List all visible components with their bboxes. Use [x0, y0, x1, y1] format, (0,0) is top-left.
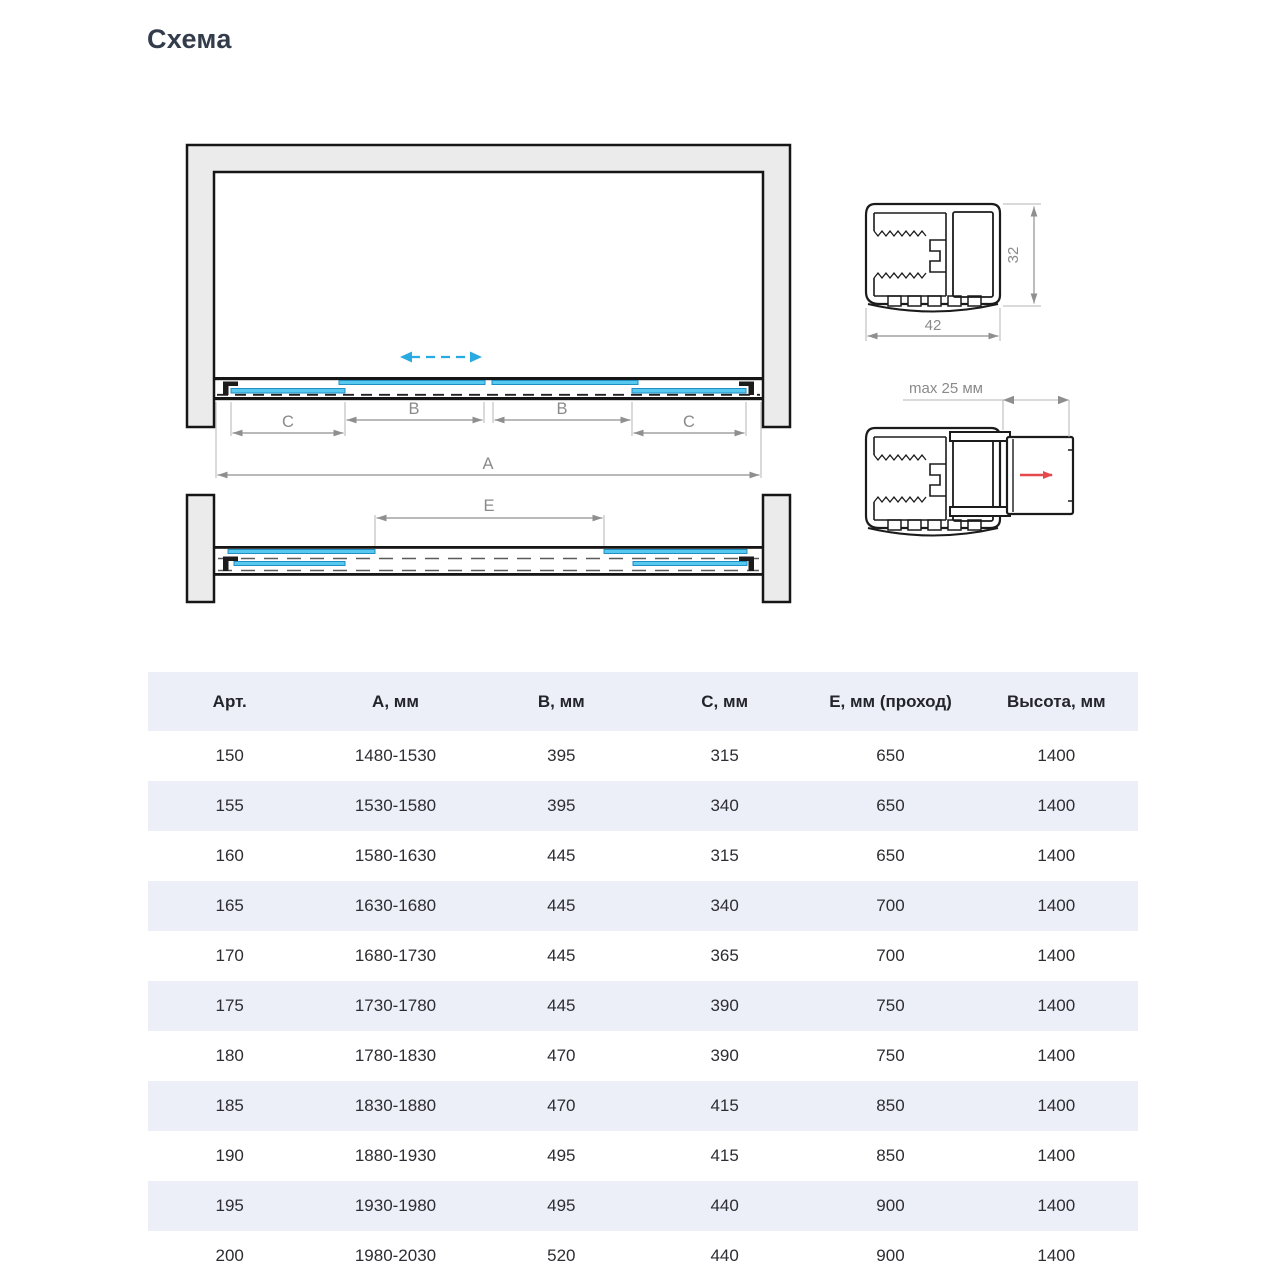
- sliding-panel: [492, 381, 638, 385]
- dim-arrowhead: [1058, 396, 1069, 404]
- table-cell: 390: [710, 1046, 739, 1065]
- table-cell: 1400: [1037, 746, 1076, 765]
- extension-flange-top: [950, 432, 1010, 441]
- table-cell: 415: [710, 1146, 739, 1165]
- table-cell: 395: [547, 746, 576, 765]
- table-cell: 160: [215, 846, 244, 865]
- table-row: [148, 781, 1138, 831]
- extension-flange-bottom: [950, 507, 1010, 516]
- table-cell: 1730-1780: [354, 996, 437, 1015]
- col-header-b: В, мм: [480, 672, 643, 731]
- table-cell: 1400: [1037, 1146, 1076, 1165]
- table-cell: 1400: [1037, 1196, 1076, 1215]
- table-cell: 415: [710, 1096, 739, 1115]
- table-cell: 340: [710, 896, 739, 915]
- table-row: [148, 1181, 1138, 1231]
- table-cell: 445: [547, 946, 576, 965]
- table-row: [148, 881, 1138, 931]
- dimension-42-label: 42: [924, 317, 942, 334]
- table-cell: 200: [215, 1246, 244, 1265]
- table-cell: 1400: [1037, 1046, 1076, 1065]
- track-bottom-rail: [214, 573, 763, 576]
- sliding-panel: [234, 562, 345, 566]
- table-cell: 1780-1830: [354, 1046, 437, 1065]
- table-cell: 650: [876, 796, 905, 815]
- table-cell: 445: [547, 896, 576, 915]
- header-row: [148, 672, 1138, 731]
- track-bottom-rail: [214, 397, 763, 400]
- table-cell: 150: [215, 746, 244, 765]
- table-row: [148, 1131, 1138, 1181]
- spec-table: [148, 672, 1138, 1279]
- dimension-c-label: C: [683, 413, 695, 431]
- table-cell: 850: [876, 1146, 905, 1165]
- dimension-b-label: B: [556, 400, 568, 418]
- table-row: [148, 1031, 1138, 1081]
- col-header-art: Арт.: [148, 672, 311, 731]
- table-cell: 170: [215, 946, 244, 965]
- table-cell: 1400: [1037, 896, 1076, 915]
- table-cell: 440: [710, 1196, 739, 1215]
- table-cell: 1980-2030: [354, 1246, 437, 1265]
- table-cell: 1400: [1037, 1246, 1076, 1265]
- table-cell: 1400: [1037, 846, 1076, 865]
- table-cell: 340: [710, 796, 739, 815]
- table-cell: 650: [876, 746, 905, 765]
- table-cell: 850: [876, 1096, 905, 1115]
- table-cell: 900: [876, 1246, 905, 1265]
- table-cell: 195: [215, 1196, 244, 1215]
- table-row: [148, 731, 1138, 781]
- table-cell: 180: [215, 1046, 244, 1065]
- table-cell: 165: [215, 896, 244, 915]
- table-cell: 390: [710, 996, 739, 1015]
- table-row: [148, 1231, 1138, 1279]
- profile-cross-section: [866, 204, 1041, 341]
- slide-direction-arrow-icon: [400, 352, 482, 363]
- table-cell: 700: [876, 896, 905, 915]
- sliding-panel: [632, 389, 746, 394]
- table-cell: 1680-1730: [354, 946, 437, 965]
- sliding-panel: [231, 389, 345, 394]
- sliding-panel: [228, 550, 375, 554]
- table-cell: 175: [215, 996, 244, 1015]
- table-cell: 155: [215, 796, 244, 815]
- table-row: [148, 831, 1138, 881]
- table-cell: 495: [547, 1146, 576, 1165]
- track-top-rail: [214, 546, 763, 549]
- table-cell: 190: [215, 1146, 244, 1165]
- table-cell: 750: [876, 1046, 905, 1065]
- table-row: [148, 1081, 1138, 1131]
- table-cell: 1400: [1037, 796, 1076, 815]
- table-cell: 1630-1680: [354, 896, 437, 915]
- top-view: [187, 495, 790, 602]
- table-cell: 1830-1880: [354, 1096, 437, 1115]
- extension-lines: [1003, 400, 1069, 437]
- table-cell: 395: [547, 796, 576, 815]
- dimension-c-label: C: [282, 413, 294, 431]
- table-cell: 440: [710, 1246, 739, 1265]
- max-offset-label: max 25 мм: [909, 380, 983, 397]
- table-cell: 1400: [1037, 946, 1076, 965]
- table-cell: 1480-1530: [354, 746, 437, 765]
- dimension-e-label: E: [483, 497, 495, 515]
- wall-block-right: [763, 495, 790, 602]
- dim-arrowhead: [1003, 396, 1014, 404]
- col-header-height: Высота, мм: [975, 672, 1138, 731]
- table-cell: 315: [710, 846, 739, 865]
- table-cell: 900: [876, 1196, 905, 1215]
- sliding-panels-closed: [231, 381, 746, 394]
- extension-lines: [375, 515, 604, 546]
- table-cell: 445: [547, 846, 576, 865]
- col-header-e: Е, мм (проход): [806, 672, 974, 731]
- sliding-panel: [339, 381, 485, 385]
- profile-with-extension: [866, 380, 1073, 536]
- table-cell: 1580-1630: [354, 846, 437, 865]
- dimension-b-label: B: [408, 400, 420, 418]
- col-header-a: А, мм: [311, 672, 479, 731]
- spec-table-body: [148, 731, 1138, 1279]
- table-cell: 495: [547, 1196, 576, 1215]
- table-cell: 365: [710, 946, 739, 965]
- table-row: [148, 981, 1138, 1031]
- wall-block-left: [187, 495, 214, 602]
- table-cell: 520: [547, 1246, 576, 1265]
- table-cell: 185: [215, 1096, 244, 1115]
- table-cell: 470: [547, 1046, 576, 1065]
- track-top-rail: [214, 377, 763, 380]
- wall-frame: [187, 145, 790, 427]
- technical-diagram: [0, 120, 1278, 625]
- table-cell: 650: [876, 846, 905, 865]
- dimension-32-label: 32: [1005, 246, 1022, 264]
- sliding-panel: [633, 562, 747, 566]
- table-cell: 1530-1580: [354, 796, 437, 815]
- page-title: Схема: [147, 24, 232, 54]
- front-view: [187, 145, 790, 478]
- table-cell: 1400: [1037, 1096, 1076, 1115]
- table-cell: 750: [876, 996, 905, 1015]
- table-cell: 315: [710, 746, 739, 765]
- table-cell: 700: [876, 946, 905, 965]
- sliding-panels-open: [228, 550, 747, 566]
- dimension-a-label: A: [482, 455, 494, 473]
- spec-table-head: [148, 672, 1138, 731]
- col-header-c: С, мм: [643, 672, 806, 731]
- table-row: [148, 931, 1138, 981]
- table-cell: 1930-1980: [354, 1196, 437, 1215]
- table-cell: 1880-1930: [354, 1146, 437, 1165]
- table-cell: 445: [547, 996, 576, 1015]
- sliding-panel: [604, 550, 747, 554]
- table-cell: 470: [547, 1096, 576, 1115]
- table-cell: 1400: [1037, 996, 1076, 1015]
